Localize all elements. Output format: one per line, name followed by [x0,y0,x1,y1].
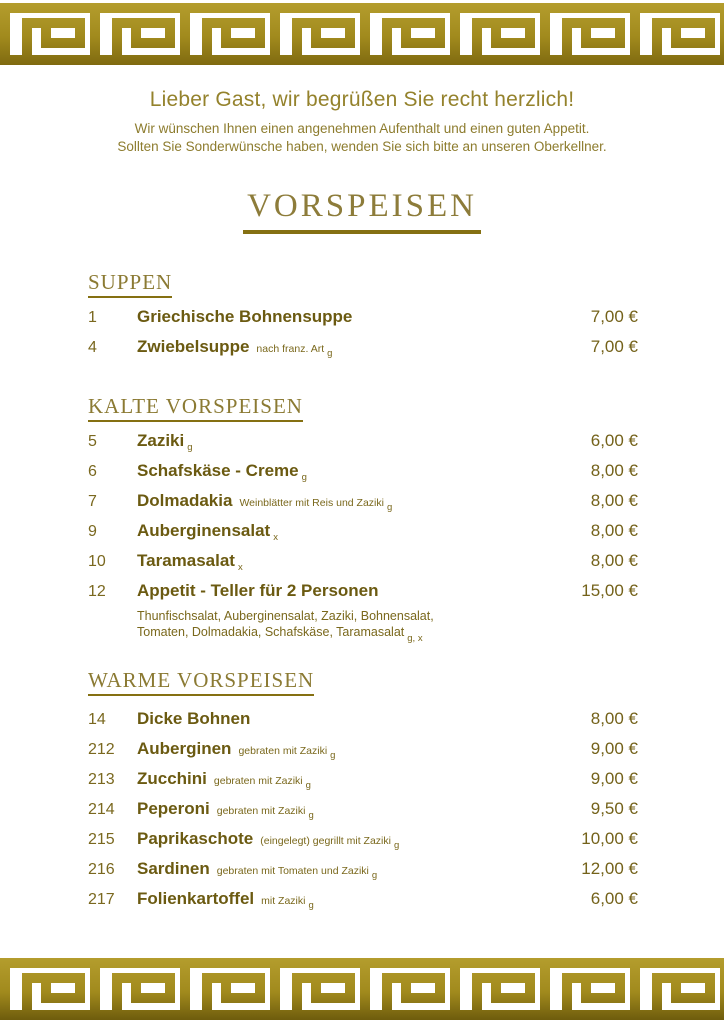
item-allergen: x [273,532,278,543]
menu-item-row [88,709,638,739]
item-number: 7 [88,493,97,510]
item-allergen: g [301,472,307,483]
item-name: Appetit - Teller für 2 Personen [137,581,379,600]
item-allergen: g [330,750,336,761]
item-price: 8,00 € [590,551,638,570]
menu-item-row [88,859,638,889]
item-note: nach franz. Art [256,343,325,355]
item-number: 1 [88,309,97,326]
item-number: 14 [88,711,106,728]
menu-item-row [88,337,638,367]
item-price: 8,00 € [590,461,638,480]
item-name: Zwiebelsuppe [137,337,250,356]
menu-item-row [88,581,638,611]
item-allergen: g [305,780,311,791]
item-name: Dicke Bohnen [137,709,251,728]
item-note: gebraten mit Zaziki [216,805,306,817]
item-number: 213 [88,771,115,788]
menu-item-row [88,307,638,337]
item-number: 10 [88,553,106,570]
item-price: 9,50 € [590,799,638,818]
section-title-warme-vorspeisen: WARME VORSPEISEN [88,668,314,696]
item-price: 6,00 € [590,889,638,908]
item-price: 10,00 € [581,829,638,848]
item-note: gebraten mit Tomaten und Zaziki [216,865,369,877]
item-price: 8,00 € [590,521,638,540]
item-note: (eingelegt) gegrillt mit Zaziki [260,835,391,847]
item-allergen: g [187,442,193,453]
menu-item-row [88,551,638,581]
menu-item-row [88,799,638,829]
item-number: 4 [88,339,97,356]
menu-item-row [88,829,638,859]
item-price: 15,00 € [581,581,638,600]
item-allergen: g [308,810,314,821]
item-allergen: g, x [407,632,423,644]
item-number: 212 [88,741,115,758]
item-name: Taramasalat [137,551,235,570]
item-price: 9,00 € [590,739,638,758]
item-name: Zucchini [137,769,207,788]
item-price: 8,00 € [590,709,638,728]
item-note: mit Zaziki [261,895,306,907]
item-allergen: g [386,502,393,513]
item-allergen: x [237,562,243,573]
item-allergen: g [393,840,400,851]
item-price: 6,00 € [590,431,638,450]
item-number: 214 [88,801,115,818]
item-name: Peperoni [137,799,210,818]
menu-item-row [88,521,638,551]
item-note: gebraten mit Zaziki [238,745,328,757]
item-name: Griechische Bohnensuppe [137,307,353,326]
item-price: 9,00 € [590,769,638,788]
greeting-subline-1: Wir wünschen Ihnen einen angenehmen Aufenthalt und einen guten Appetit. [134,121,590,136]
item-name: Folienkartoffel [137,889,255,908]
item-number: 217 [88,891,115,908]
section-title-kalte-vorspeisen: KALTE VORSPEISEN [88,394,303,422]
menu-body [88,264,638,919]
item-name: Zaziki [137,431,185,450]
item-price: 12,00 € [581,859,638,878]
item-name: Paprikaschote [137,829,254,848]
item-name: Dolmadakia [137,491,233,510]
item-number: 12 [88,583,106,600]
item-name: Schafskäse - Creme [137,461,299,480]
greeting-subline-2: Sollten Sie Sonderwünsche haben, wenden Sie sich bitte an unseren Oberkellner. [117,139,607,154]
menu-item-row [88,769,638,799]
section-title-suppen: SUPPEN [88,270,172,298]
item-number: 5 [88,433,97,450]
item-number: 215 [88,831,115,848]
item-name: Auberginensalat [137,521,271,540]
menu-item-row [88,431,638,461]
page-title: VORSPEISEN [243,188,481,234]
item-allergen: g [371,870,378,881]
item-number: 6 [88,463,97,480]
item-note: gebraten mit Zaziki [213,775,303,787]
item-description [137,609,485,644]
item-name: Sardinen [137,859,210,878]
item-price: 8,00 € [590,491,638,510]
menu-item-row [88,461,638,491]
item-allergen: g [327,348,333,359]
item-price: 7,00 € [590,307,638,326]
greek-key-border-top [0,3,724,65]
menu-item-row [88,889,638,919]
menu-item-row [88,739,638,769]
greek-key-border-bottom [0,958,724,1020]
menu-item-row [88,491,638,521]
item-number: 9 [88,523,97,540]
item-allergen: g [308,900,314,911]
item-number: 216 [88,861,115,878]
item-price: 7,00 € [590,337,638,356]
item-note: Weinblätter mit Reis und Zaziki [239,497,384,509]
item-name: Auberginen [137,739,232,758]
item-description-text: Thunfischsalat, Auberginensalat, Zaziki, Bohnensalat, Tomaten, Dolmadakia, Schafskäse, Taramasalat [137,609,434,639]
greeting-heading: Lieber Gast, wir begrüßen Sie recht herzlich! [149,88,575,111]
